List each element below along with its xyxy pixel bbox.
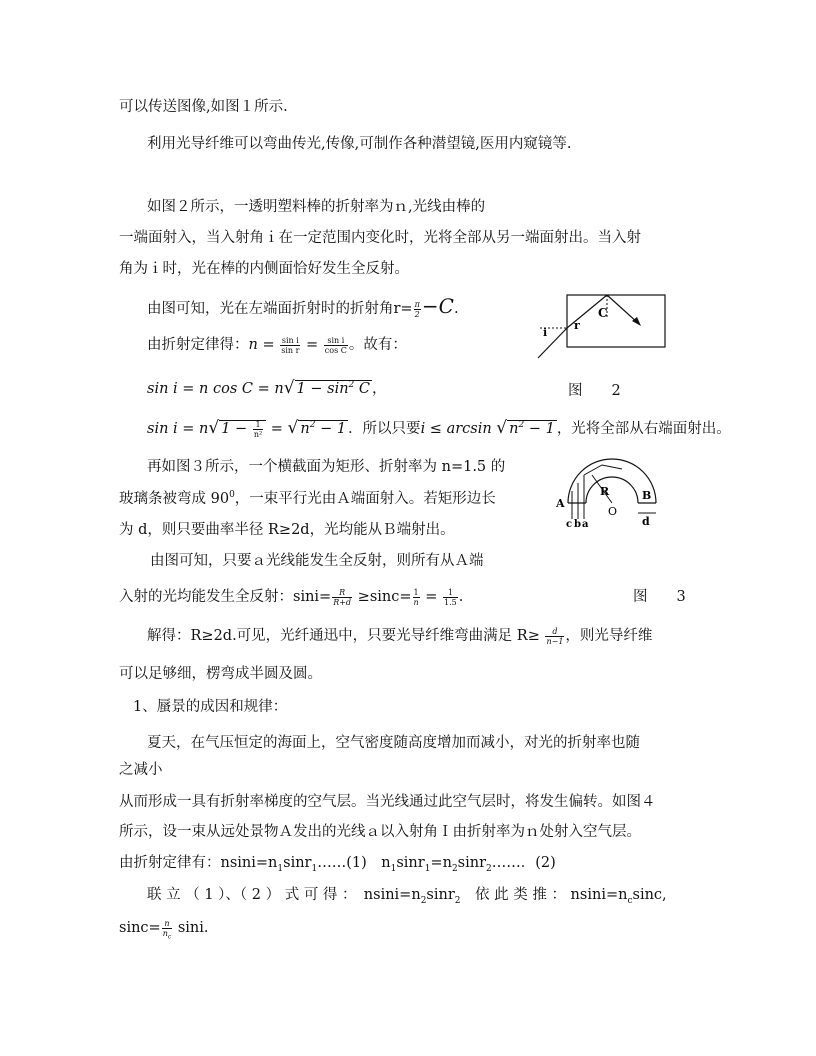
text-span: 由图可知，光在左端面折射时的折射角 bbox=[147, 301, 394, 317]
text-span: 由折射定律得： bbox=[147, 337, 249, 353]
label-b: b bbox=[574, 519, 581, 530]
label-A: A bbox=[556, 497, 565, 510]
math-var: C bbox=[438, 294, 454, 318]
text-line: 所示，设一束从远处景物Ａ发出的光线ａ以入射角Ｉ由折射率为ｎ处射入空气层。 bbox=[119, 824, 641, 840]
section-title: 1、蜃景的成因和规律： bbox=[133, 699, 288, 715]
label-B: B bbox=[642, 489, 652, 502]
text-span: r= bbox=[393, 301, 413, 317]
label-d: d bbox=[642, 515, 650, 528]
text-line: 角为ｉ时，光在棒的内侧面恰好发生全反射。 bbox=[119, 261, 409, 277]
label-a: a bbox=[582, 519, 589, 530]
label-c: c bbox=[566, 519, 573, 530]
text-line: sinc= $\frac{n}{n_c}$ sini. bbox=[119, 918, 209, 941]
text-line: 利用光导纤维可以弯曲传光,传像,可制作各种潜望镜,医用内窥镜等. bbox=[147, 136, 572, 152]
text-line: 解得：R≥2d.可见，光纤通迅中，只要光导纤维弯曲满足 R≥ $\frac{d}{n-1}$ ，则光导纤维 bbox=[147, 626, 653, 646]
label-R: R bbox=[600, 485, 610, 498]
text-line: 再如图３所示，一个横截面为矩形、折射率为 n=1.5 的 bbox=[147, 459, 506, 475]
fraction: $\frac{\text{sin i}}{\text{sin r}}$ bbox=[281, 335, 300, 355]
text-line: 如图２所示，一透明塑料棒的折射率为ｎ,光线由棒的 bbox=[147, 199, 486, 215]
text-line: 为 d，则只要曲率半径 R≥2d，光均能从Ｂ端射出。 bbox=[119, 522, 455, 538]
text-line: 由折射定律有：$nsini=n_1\sin r_1\dots\dots(1)$ $n_1\sin r_1=n_2\sin r_2\dots\dots$．(2) bbox=[119, 855, 556, 874]
equation: sin i = n√ 1 − $\frac{1}{\text{n²}}$ = √ $n^2 - 1$ ．所以只要i ≤ arcsin √ $n^2 - 1$ ，光将全部从右端面射出。 bbox=[147, 418, 731, 439]
label-O: O bbox=[608, 505, 618, 518]
text-span: − bbox=[421, 294, 439, 318]
figure-caption: 图 3 bbox=[633, 589, 686, 605]
equation: sin i = n cos C = n√ $1 - \sin^2 C$ ， bbox=[147, 378, 387, 398]
figure-3-diagram bbox=[552, 455, 664, 530]
label-r: r bbox=[574, 319, 580, 332]
fraction: $\frac{\text{sin i}}{\text{cos C}}$ bbox=[324, 335, 347, 355]
text-line: 夏天，在气压恒定的海面上，空气密度随高度增加而减小，对光的折射率也随 bbox=[147, 735, 640, 751]
text-line: 一端面射入，当入射角ｉ在一定范围内变化时，光将全部从另一端面射出。当入射 bbox=[119, 230, 641, 246]
label-i: i bbox=[543, 326, 548, 339]
fraction: $\frac{\pi}{2}$ bbox=[414, 299, 420, 319]
figure-2-diagram bbox=[510, 283, 670, 363]
label-C: C bbox=[598, 306, 608, 320]
text-line: 之减小 bbox=[119, 762, 163, 778]
text-span: 。故有： bbox=[348, 337, 407, 353]
text-span: . bbox=[453, 301, 459, 317]
text-line bbox=[147, 296, 459, 319]
text-line: 可以足够细，楞弯成半圆及圆。 bbox=[119, 666, 322, 682]
text-line: 由折射定律得：n = $\frac{\text{sin i}}{\text{sin r}}$ = $\frac{\text{sin i}}{\text{cos C}}$ 。故有： bbox=[147, 335, 407, 355]
text-line: 可以传送图像,如图１所示. bbox=[119, 99, 288, 115]
math-var: n bbox=[248, 337, 258, 353]
text-line: 入射的光均能发生全反射：sini= $\frac{R}{R+d}$ ≥sinc= $\frac{1}{n}$ = $\frac{1}{1.5}$ . bbox=[119, 587, 464, 607]
text-line: 联 立 （ 1 ）、（ 2 ） 式 可 得 ： $nsini=n_2\sin r_2$ 依 此 类 推 ： $nsini=n_c\sin c$, bbox=[147, 887, 667, 906]
text-line: 玻璃条被弯成 $90^0$，一束平行光由Ａ端面射入。若矩形边长 bbox=[119, 490, 496, 507]
text-line: 从而形成一具有折射率梯度的空气层。当光线通过此空气层时，将发生偏转。如图４ bbox=[119, 794, 656, 810]
text-line: 由图可知，只要ａ光线能发生全反射，则所有从Ａ端 bbox=[150, 553, 484, 569]
figure-caption: 图 2 bbox=[568, 383, 621, 399]
